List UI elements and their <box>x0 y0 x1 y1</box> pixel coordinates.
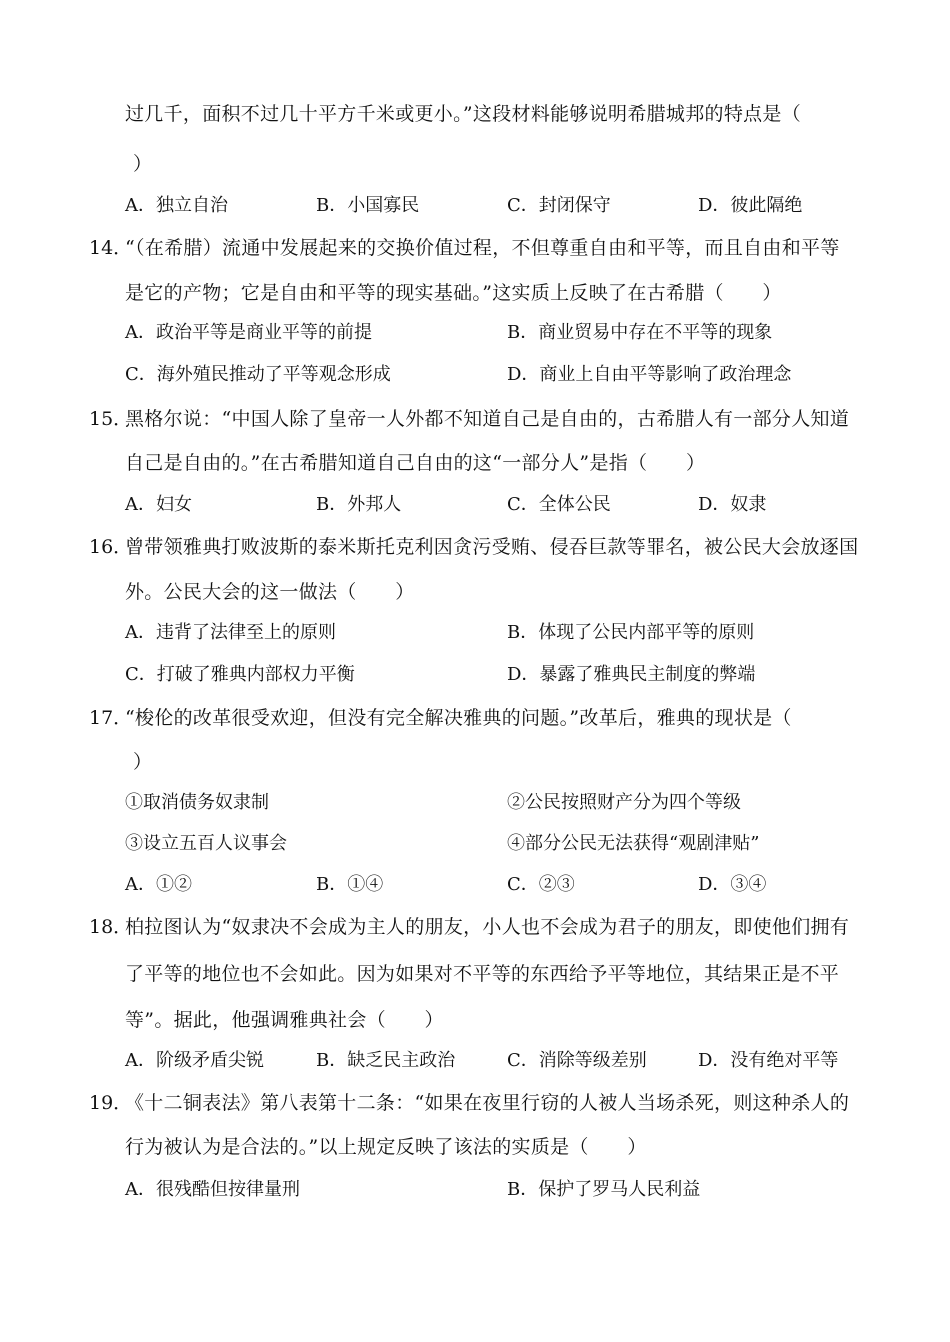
q14-stem-line2: 是它的产物；它是自由和平等的现实基础。”这实质上反映了在古希腊（ ） <box>125 282 782 304</box>
q14-stem-line1: “（在希腊）流通中发展起来的交换价值过程，不但尊重自由和平等，而且自由和平等 <box>125 237 840 259</box>
q17-option-c: C．②③ <box>507 874 575 895</box>
q14-option-a: A．政治平等是商业平等的前提 <box>125 322 372 343</box>
q15-option-b: B．外邦人 <box>316 494 402 515</box>
q16-option-c: C．打破了雅典内部权力平衡 <box>125 664 355 685</box>
q13-stem-bracket: ） <box>133 153 153 175</box>
q18-number: 18． <box>89 916 133 938</box>
q17-option-b: B．①④ <box>316 874 384 895</box>
q15-number: 15． <box>89 408 133 430</box>
q14-option-b: B．商业贸易中存在不平等的现象 <box>507 322 773 343</box>
q15-option-c: C．全体公民 <box>507 494 611 515</box>
q18-option-d: D．没有绝对平等 <box>698 1050 839 1071</box>
q13-option-b: B．小国寡民 <box>316 195 420 216</box>
q17-item-3: ③设立五百人议事会 <box>125 833 287 854</box>
q16-stem-line1: 曾带领雅典打败波斯的泰米斯托克利因贪污受贿、侵吞巨款等罪名，被公民大会放逐国 <box>125 536 859 558</box>
q18-option-a: A．阶级矛盾尖锐 <box>125 1050 264 1071</box>
q17-option-a: A．①② <box>125 874 192 895</box>
q17-number: 17． <box>89 707 133 729</box>
q14-number: 14． <box>89 237 133 259</box>
q13-stem-continuation: 过几千，面积不过几十平方千米或更小。”这段材料能够说明希腊城邦的特点是（ <box>125 103 802 125</box>
q16-option-d: D．暴露了雅典民主制度的弊端 <box>507 664 756 685</box>
q17-item-2: ②公民按照财产分为四个等级 <box>507 792 741 813</box>
q15-stem-line1: 黑格尔说：“中国人除了皇帝一人外都不知道自己是自由的，古希腊人有一部分人知道 <box>125 408 850 430</box>
q15-option-d: D．奴隶 <box>698 494 767 515</box>
q16-stem-line2: 外。公民大会的这一做法（ ） <box>125 581 415 603</box>
q16-option-a: A．违背了法律至上的原则 <box>125 622 336 643</box>
q17-stem-bracket: ） <box>133 751 153 773</box>
q17-option-d: D．③④ <box>698 874 767 895</box>
q19-option-a: A．很残酷但按律量刑 <box>125 1179 300 1200</box>
q13-option-c: C．封闭保守 <box>507 195 611 216</box>
q15-stem-line2: 自己是自由的。”在古希腊知道自己自由的这“一部分人”是指（ ） <box>125 452 706 474</box>
q18-stem-line3: 等”。据此，他强调雅典社会（ ） <box>125 1009 444 1031</box>
q14-option-c: C．海外殖民推动了平等观念形成 <box>125 364 391 385</box>
q19-number: 19． <box>89 1092 133 1114</box>
q17-stem-line1: “梭伦的改革很受欢迎，但没有完全解决雅典的问题。”改革后，雅典的现状是（ <box>125 707 792 729</box>
q18-stem-line1: 柏拉图认为“奴隶决不会成为主人的朋友，小人也不会成为君子的朋友，即使他们拥有 <box>125 916 850 938</box>
q19-stem-line1: 《十二铜表法》第八表第十二条：“如果在夜里行窃的人被人当场杀死，则这种杀人的 <box>125 1092 850 1114</box>
q18-option-b: B．缺乏民主政治 <box>316 1050 456 1071</box>
q13-option-d: D．彼此隔绝 <box>698 195 803 216</box>
q16-number: 16． <box>89 536 133 558</box>
q19-option-b: B．保护了罗马人民利益 <box>507 1179 701 1200</box>
q16-option-b: B．体现了公民内部平等的原则 <box>507 622 755 643</box>
q17-item-4: ④部分公民无法获得“观剧津贴” <box>507 833 760 854</box>
q17-item-1: ①取消债务奴隶制 <box>125 792 269 813</box>
q15-option-a: A．妇女 <box>125 494 192 515</box>
q19-stem-line2: 行为被认为是合法的。”以上规定反映了该法的实质是（ ） <box>125 1136 647 1158</box>
q18-stem-line2: 了平等的地位也不会如此。因为如果对不平等的东西给予平等地位，其结果正是不平 <box>125 963 840 985</box>
q14-option-d: D．商业上自由平等影响了政治理念 <box>507 364 792 385</box>
q13-option-a: A．独立自治 <box>125 195 228 216</box>
q18-option-c: C．消除等级差别 <box>507 1050 647 1071</box>
